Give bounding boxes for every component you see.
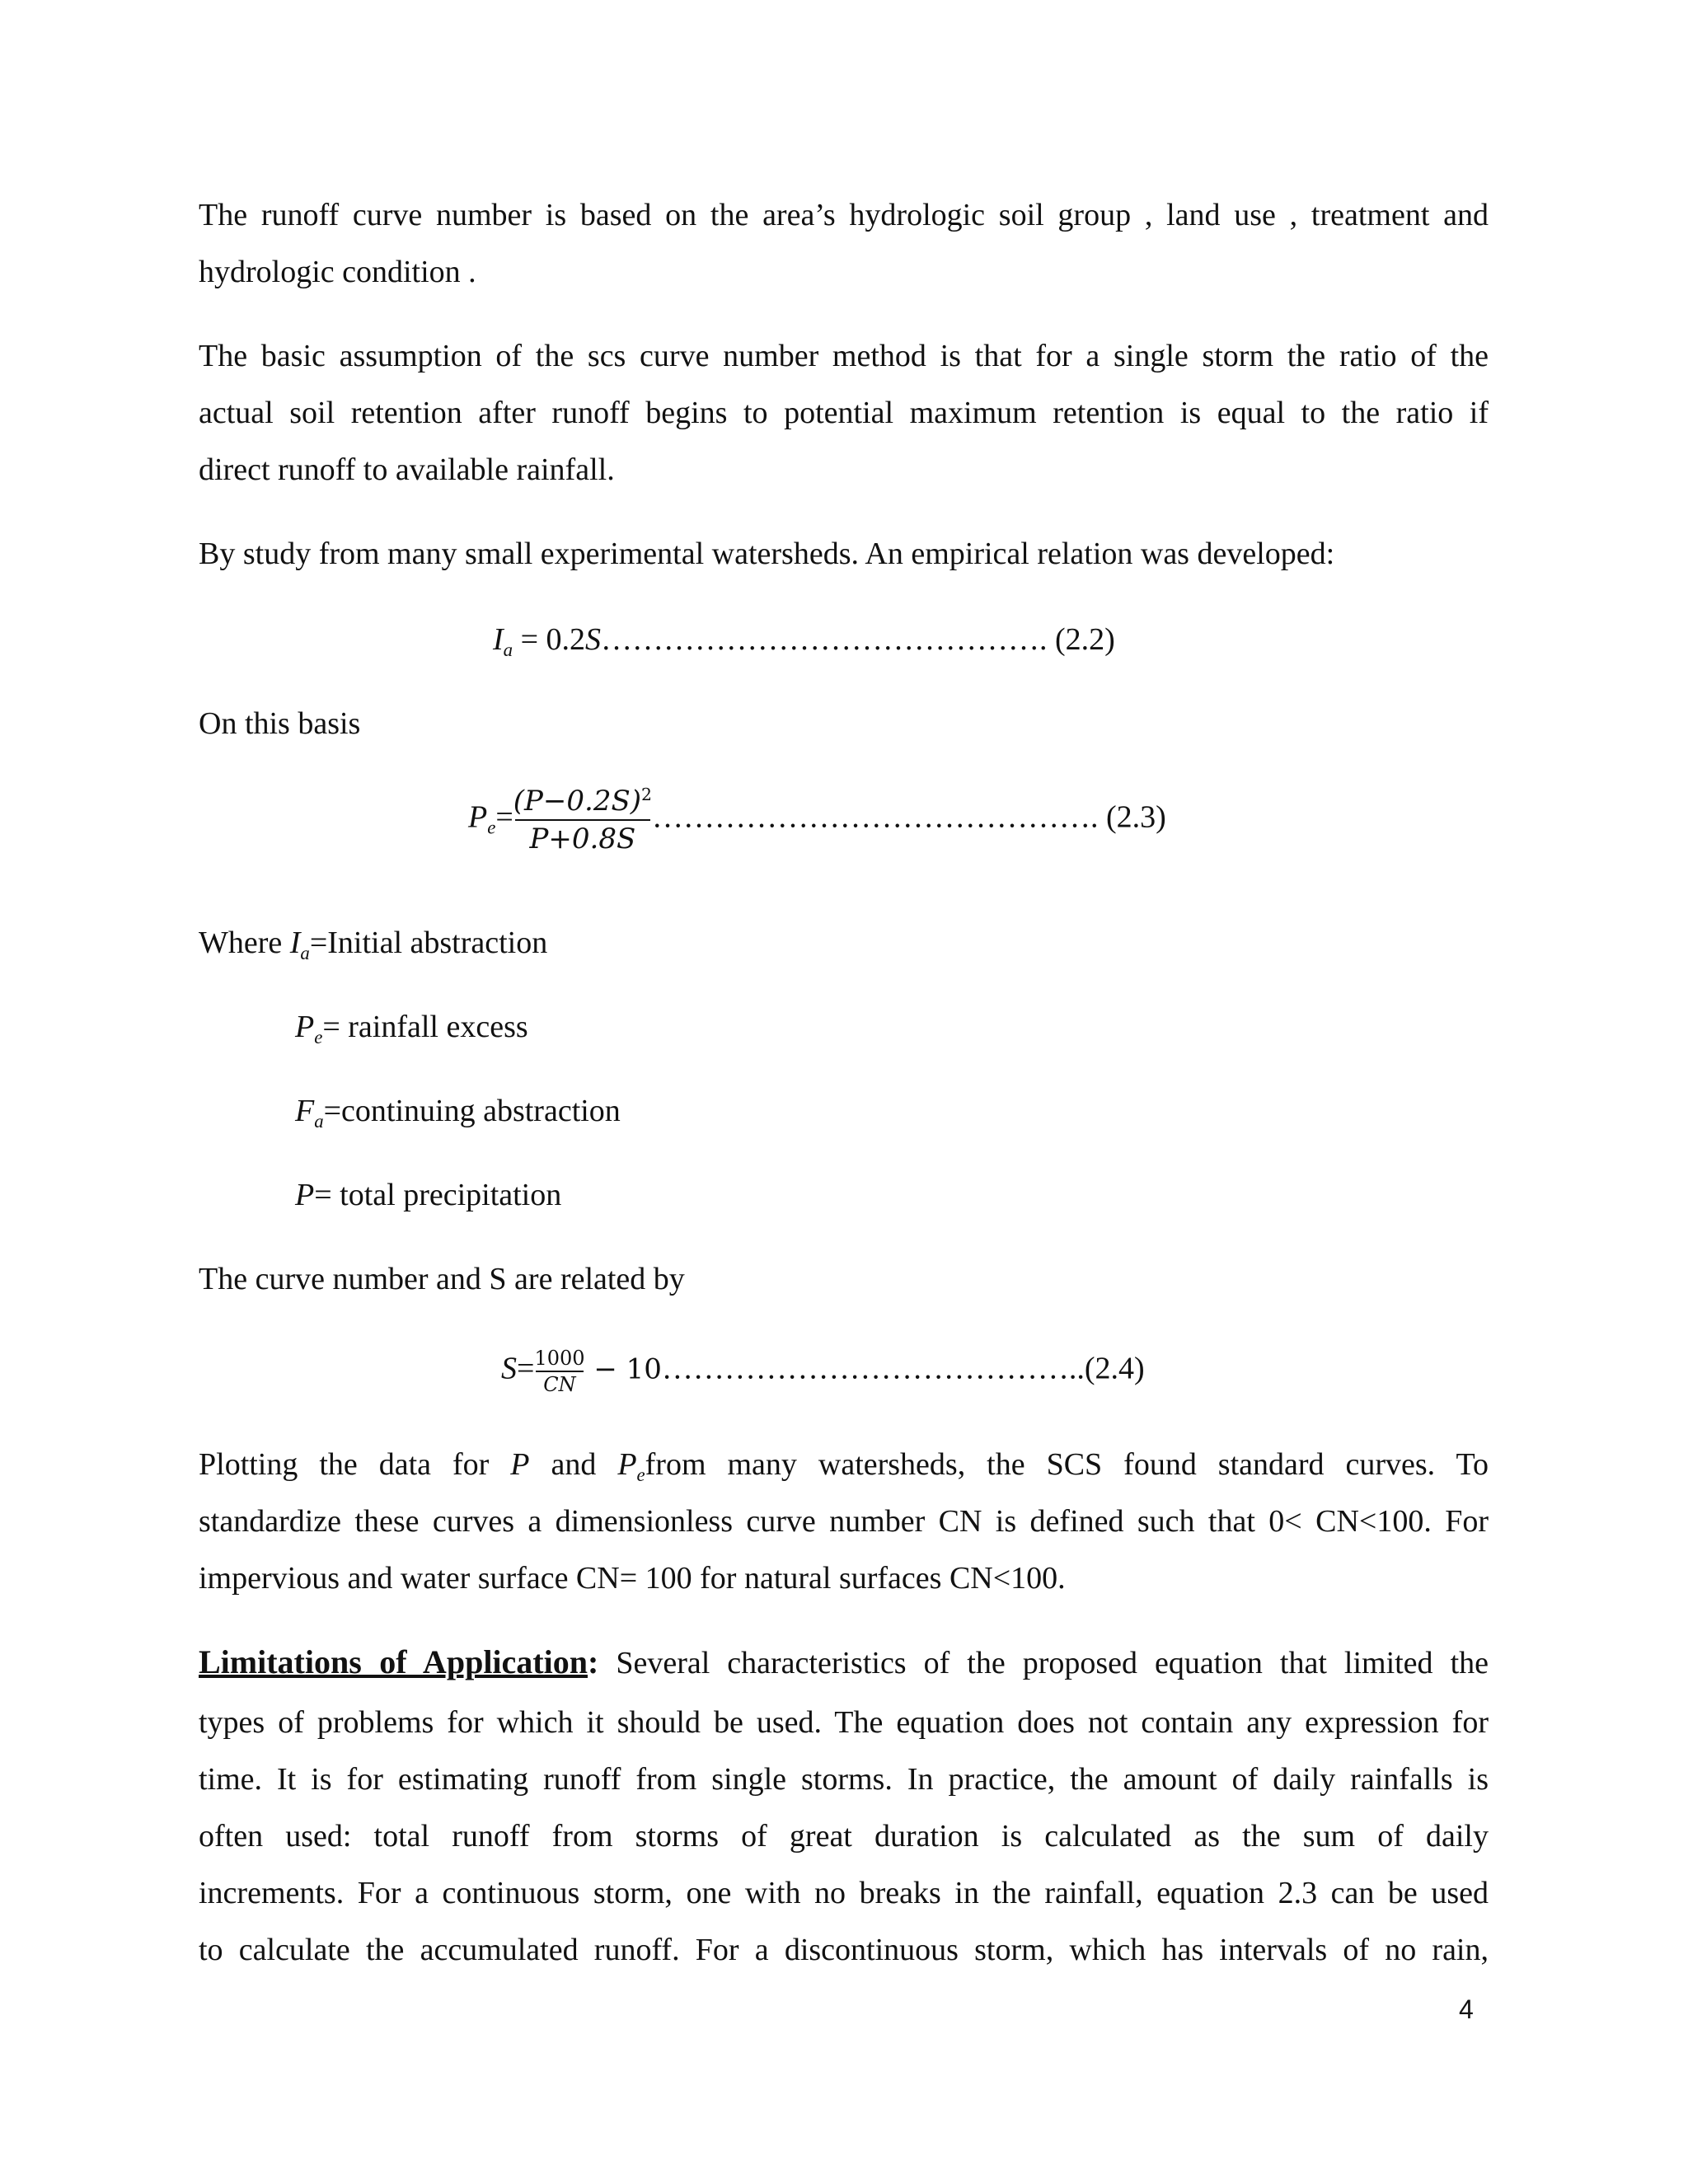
eq-label: (2.3) [1098,799,1166,835]
eq-exponent: 2 [641,784,653,804]
section-heading: Limitations of Application [199,1643,588,1680]
paragraph-line: time. It is for estimating runoff from single storms. In practice, the amount of daily rainfalls is [199,1762,1489,1797]
paragraph-line: The runoff curve number is based on the area’s hydrologic soil group , land use , treatment and [199,198,1489,232]
where-label: Where [199,926,290,960]
paragraph-line: The curve number and S are related by [199,1262,685,1296]
eq-numerator: (P−0.2S) [513,785,642,818]
eq-dots: …………………………………. [661,1351,1077,1386]
def-sub: a [314,1110,324,1132]
paragraph-line: By study from many small experimental watersheds. An empirical relation was developed: [199,537,1335,571]
eq-rest: − 10 [584,1352,662,1386]
eq-var: S [501,1351,517,1386]
paragraph-line: to calculate the accumulated runoff. For a discontinuous storm, which has intervals of no rain, [199,1933,1489,1967]
eq-var: P [468,799,488,835]
text-span: and [529,1447,618,1482]
eq-dots: ……………………………………. [601,622,1048,657]
eq-denominator: P+0.8S [529,823,636,855]
paragraph-line: direct runoff to available rainfall. [199,452,615,487]
def-sub: e [314,1026,323,1047]
def-text: =Initial abstraction [309,926,548,960]
paragraph-line: types of problems for which it should be used. The equation does not contain any expression for [199,1705,1489,1740]
eq-label: (2.2) [1047,622,1115,657]
heading-colon: : [587,1643,599,1680]
text-span: Several characteristics of the proposed equation that limited the [598,1646,1489,1680]
eq-label: .(2.4) [1076,1351,1145,1386]
eq-denominator: CN [543,1373,576,1396]
paragraph-line [199,1642,1489,1684]
eq-rhs: = 0.2 [513,622,585,657]
def-sub: a [300,942,310,963]
var-p: P [510,1447,530,1482]
def-var: P [295,1010,315,1044]
paragraph-line: often used: total runoff from storms of great duration is calculated as the sum of daily [199,1819,1489,1854]
equation-2-2 [493,619,1115,660]
eq-fraction [513,783,652,857]
paragraph-line: The basic assumption of the scs curve number method is that for a single storm the ratio of the [199,339,1489,373]
definition-pe [295,1006,528,1047]
def-var: F [295,1094,315,1128]
paragraph-line: standardize these curves a dimensionless curve number CN is defined such that 0< CN<100. For [199,1504,1489,1539]
eq-numerator: 1000 [534,1347,585,1370]
definition-fa [295,1090,621,1132]
equation-2-3 [468,783,1166,857]
definition-ia [199,922,547,963]
eq-var: S [585,622,601,657]
def-text: =continuing abstraction [323,1094,621,1128]
page-number: 4 [1459,1994,1474,2024]
var-sub: e [636,1464,645,1485]
text-span: Plotting the data for [199,1447,511,1482]
eq-sign: = [495,799,513,835]
var-pe: P [617,1447,637,1482]
eq-sign: = [517,1351,535,1386]
paragraph-line: hydrologic condition . [199,255,476,289]
eq-fraction [534,1346,584,1397]
eq-sub: e [487,817,496,838]
paragraph-line: actual soil retention after runoff begins to potential maximum retention is equal to the ratio if [199,396,1489,430]
equation-2-4 [501,1346,1145,1397]
eq-sub: a [503,639,513,660]
def-var: P [295,1178,315,1212]
definition-p [295,1174,561,1216]
eq-var: I [493,622,504,657]
paragraph-line: impervious and water surface CN= 100 for natural surfaces CN<100. [199,1561,1066,1596]
paragraph-line: On this basis [199,706,361,741]
paragraph-line [199,1444,1489,1485]
def-var: I [289,926,301,960]
eq-dots: ……………………………………. [652,799,1099,835]
def-text: = total precipitation [314,1178,562,1212]
text-span: from many watersheds, the SCS found standard curves. To [645,1447,1489,1482]
paragraph-line: increments. For a continuous storm, one with no breaks in the rainfall, equation 2.3 can be used [199,1876,1489,1910]
def-text: = rainfall excess [322,1010,528,1044]
